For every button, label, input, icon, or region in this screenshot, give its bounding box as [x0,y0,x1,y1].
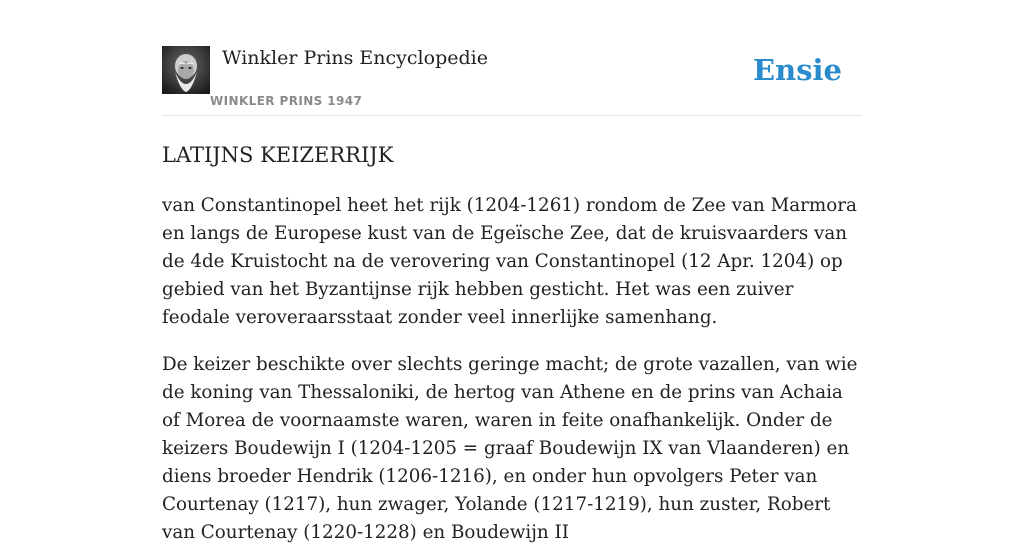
brand-logo[interactable]: Ensie [753,53,842,87]
article [162,140,862,547]
site-title[interactable]: Winkler Prins Encyclopedie [222,47,488,69]
edition-label[interactable]: WINKLER PRINS 1947 [210,94,363,108]
avatar[interactable] [162,46,210,94]
avatar-portrait-icon [162,46,210,94]
article-paragraph-2: De keizer beschikte over slechts geringe macht; de grote vazallen, van wie de koning van Thessaloniki, de hertog van Athene en de prins van Achaia of Morea de voornaamste waren, waren in feite onafhankelijk. Onder de keizers Boudewijn I (1204-1205 = graaf Boudewijn IX van Vlaanderen) en diens broeder Hendrik (1206-1216), en onder hun opvolgers Peter van Courtenay (1217), hun zwager, Yolande (1217-1219), hun zuster, Robert van Courtenay (1220-1228) en Boudewijn II [162,354,858,543]
site-header [162,46,862,116]
article-paragraph-1: van Constantinopel heet het rijk (1204-1261) rondom de Zee van Marmora en langs de Europese kust van de Egeïsche Zee, dat de kruisvaarders van de 4de Kruistocht na de verovering van Constantinopel (12 Apr. 1204) op gebied van het Byzantijnse rijk hebben gesticht. Het was een zuiver feodale veroveraarsstaat zonder veel innerlijke samenhang. [162,195,857,328]
article-title: LATIJNS KEIZERRIJK [162,143,394,167]
